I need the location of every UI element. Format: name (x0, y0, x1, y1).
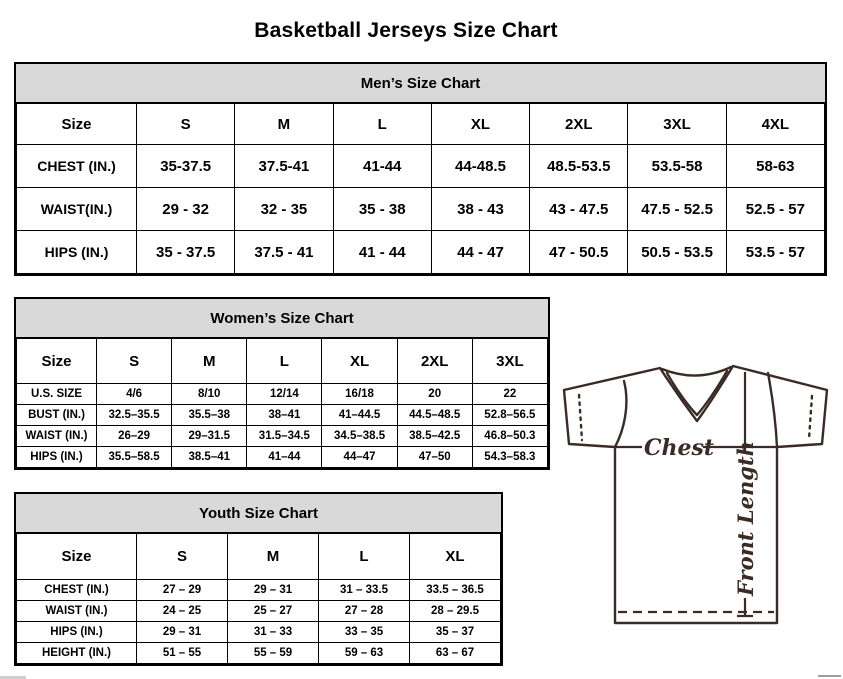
size-value-cell: 26–29 (97, 426, 172, 447)
youth-size-table (16, 533, 501, 664)
size-value-cell: 16/18 (322, 384, 397, 405)
measurement-row (17, 622, 501, 643)
size-value-cell: 35.5–58.5 (97, 447, 172, 468)
measurement-row (17, 447, 548, 468)
size-value-cell: 37.5-41 (235, 145, 333, 188)
size-value-cell: 35 – 37 (410, 622, 501, 643)
size-value-cell: 31 – 33 (228, 622, 319, 643)
row-label: HIPS (IN.) (17, 622, 137, 643)
size-header-cell: S (137, 104, 235, 145)
size-value-cell: 32 - 35 (235, 188, 333, 231)
measurement-row (17, 426, 548, 447)
measurement-row (17, 231, 825, 274)
size-value-cell: 59 – 63 (319, 643, 410, 664)
jersey-measurement-diagram (556, 360, 836, 678)
measurement-row (17, 384, 548, 405)
size-value-cell: 54.3–58.3 (472, 447, 547, 468)
row-label: HIPS (IN.) (17, 447, 97, 468)
size-value-cell: 41-44 (333, 145, 431, 188)
size-value-cell: 22 (472, 384, 547, 405)
size-header-cell: M (228, 534, 319, 580)
row-label: CHEST (IN.) (17, 145, 137, 188)
size-value-cell: 47–50 (397, 447, 472, 468)
size-value-cell: 31.5–34.5 (247, 426, 322, 447)
size-column-title: Size (17, 534, 137, 580)
size-header-cell: 4XL (726, 104, 824, 145)
row-label: WAIST(IN.) (17, 188, 137, 231)
measurement-row (17, 580, 501, 601)
row-label: BUST (IN.) (17, 405, 97, 426)
row-label: WAIST (IN.) (17, 601, 137, 622)
size-value-cell: 41–44 (247, 447, 322, 468)
size-value-cell: 55 – 59 (228, 643, 319, 664)
size-value-cell: 44-48.5 (431, 145, 529, 188)
measurement-row (17, 643, 501, 664)
size-header-cell: M (172, 339, 247, 384)
collar-back-curve (662, 367, 731, 376)
size-value-cell: 33 – 35 (319, 622, 410, 643)
measurement-row (17, 601, 501, 622)
size-value-cell: 47.5 - 52.5 (628, 188, 726, 231)
size-value-cell: 41 - 44 (333, 231, 431, 274)
size-header-cell: 3XL (472, 339, 547, 384)
size-value-cell: 33.5 – 36.5 (410, 580, 501, 601)
size-value-cell: 31 – 33.5 (319, 580, 410, 601)
size-value-cell: 46.8–50.3 (472, 426, 547, 447)
size-value-cell: 47 - 50.5 (530, 231, 628, 274)
chest-label: Chest (644, 435, 715, 461)
mens-size-chart (14, 62, 827, 276)
row-label: U.S. SIZE (17, 384, 97, 405)
size-value-cell: 27 – 29 (137, 580, 228, 601)
row-label: HEIGHT (IN.) (17, 643, 137, 664)
size-header-cell: XL (410, 534, 501, 580)
size-header-cell: 2XL (397, 339, 472, 384)
size-value-cell: 25 – 27 (228, 601, 319, 622)
row-label: CHEST (IN.) (17, 580, 137, 601)
size-value-cell: 53.5 - 57 (726, 231, 824, 274)
size-value-cell: 28 – 29.5 (410, 601, 501, 622)
jersey-outline-shape (564, 366, 827, 623)
size-header-cell: M (235, 104, 333, 145)
size-value-cell: 44 - 47 (431, 231, 529, 274)
size-value-cell: 35 - 38 (333, 188, 431, 231)
size-header-row (17, 339, 548, 384)
size-value-cell: 38.5–42.5 (397, 426, 472, 447)
size-value-cell: 53.5-58 (628, 145, 726, 188)
size-value-cell: 24 – 25 (137, 601, 228, 622)
size-value-cell: 52.5 - 57 (726, 188, 824, 231)
size-value-cell: 44.5–48.5 (397, 405, 472, 426)
size-value-cell: 35.5–38 (172, 405, 247, 426)
size-value-cell: 41–44.5 (322, 405, 397, 426)
womens-size-table (16, 338, 548, 468)
size-value-cell: 29 - 32 (137, 188, 235, 231)
size-value-cell: 44–47 (322, 447, 397, 468)
size-header-cell: 3XL (628, 104, 726, 145)
size-value-cell: 35 - 37.5 (137, 231, 235, 274)
row-label: HIPS (IN.) (17, 231, 137, 274)
size-header-row (17, 104, 825, 145)
youth-chart-title: Youth Size Chart (16, 494, 501, 533)
row-label: WAIST (IN.) (17, 426, 97, 447)
size-value-cell: 63 – 67 (410, 643, 501, 664)
size-header-cell: L (319, 534, 410, 580)
size-value-cell: 35-37.5 (137, 145, 235, 188)
size-header-cell: 2XL (530, 104, 628, 145)
page-title: Basketball Jerseys Size Chart (254, 19, 558, 43)
size-value-cell: 38 - 43 (431, 188, 529, 231)
size-header-cell: L (333, 104, 431, 145)
size-value-cell: 38–41 (247, 405, 322, 426)
size-value-cell: 50.5 - 53.5 (628, 231, 726, 274)
size-value-cell: 4/6 (97, 384, 172, 405)
size-value-cell: 8/10 (172, 384, 247, 405)
measurement-row (17, 405, 548, 426)
measurement-row (17, 145, 825, 188)
size-value-cell: 27 – 28 (319, 601, 410, 622)
size-value-cell: 52.8–56.5 (472, 405, 547, 426)
size-value-cell: 20 (397, 384, 472, 405)
size-column-title: Size (17, 104, 137, 145)
womens-chart-title: Women’s Size Chart (16, 299, 548, 338)
size-value-cell: 34.5–38.5 (322, 426, 397, 447)
size-header-cell: XL (322, 339, 397, 384)
size-value-cell: 51 – 55 (137, 643, 228, 664)
size-value-cell: 29 – 31 (137, 622, 228, 643)
mens-chart-title: Men’s Size Chart (16, 64, 825, 103)
size-header-cell: XL (431, 104, 529, 145)
size-header-row (17, 534, 501, 580)
size-value-cell: 43 - 47.5 (530, 188, 628, 231)
size-value-cell: 58-63 (726, 145, 824, 188)
size-column-title: Size (17, 339, 97, 384)
size-value-cell: 37.5 - 41 (235, 231, 333, 274)
size-value-cell: 29–31.5 (172, 426, 247, 447)
horizontal-scrollbar-fragment-right[interactable] (818, 675, 841, 677)
size-header-cell: S (137, 534, 228, 580)
size-value-cell: 38.5–41 (172, 447, 247, 468)
mens-size-table (16, 103, 825, 274)
front-length-label: Front Length (733, 441, 758, 596)
size-value-cell: 29 – 31 (228, 580, 319, 601)
youth-size-chart (14, 492, 503, 666)
size-header-cell: L (247, 339, 322, 384)
size-value-cell: 48.5-53.5 (530, 145, 628, 188)
size-value-cell: 32.5–35.5 (97, 405, 172, 426)
size-header-cell: S (97, 339, 172, 384)
measurement-row (17, 188, 825, 231)
size-value-cell: 12/14 (247, 384, 322, 405)
womens-size-chart (14, 297, 550, 470)
